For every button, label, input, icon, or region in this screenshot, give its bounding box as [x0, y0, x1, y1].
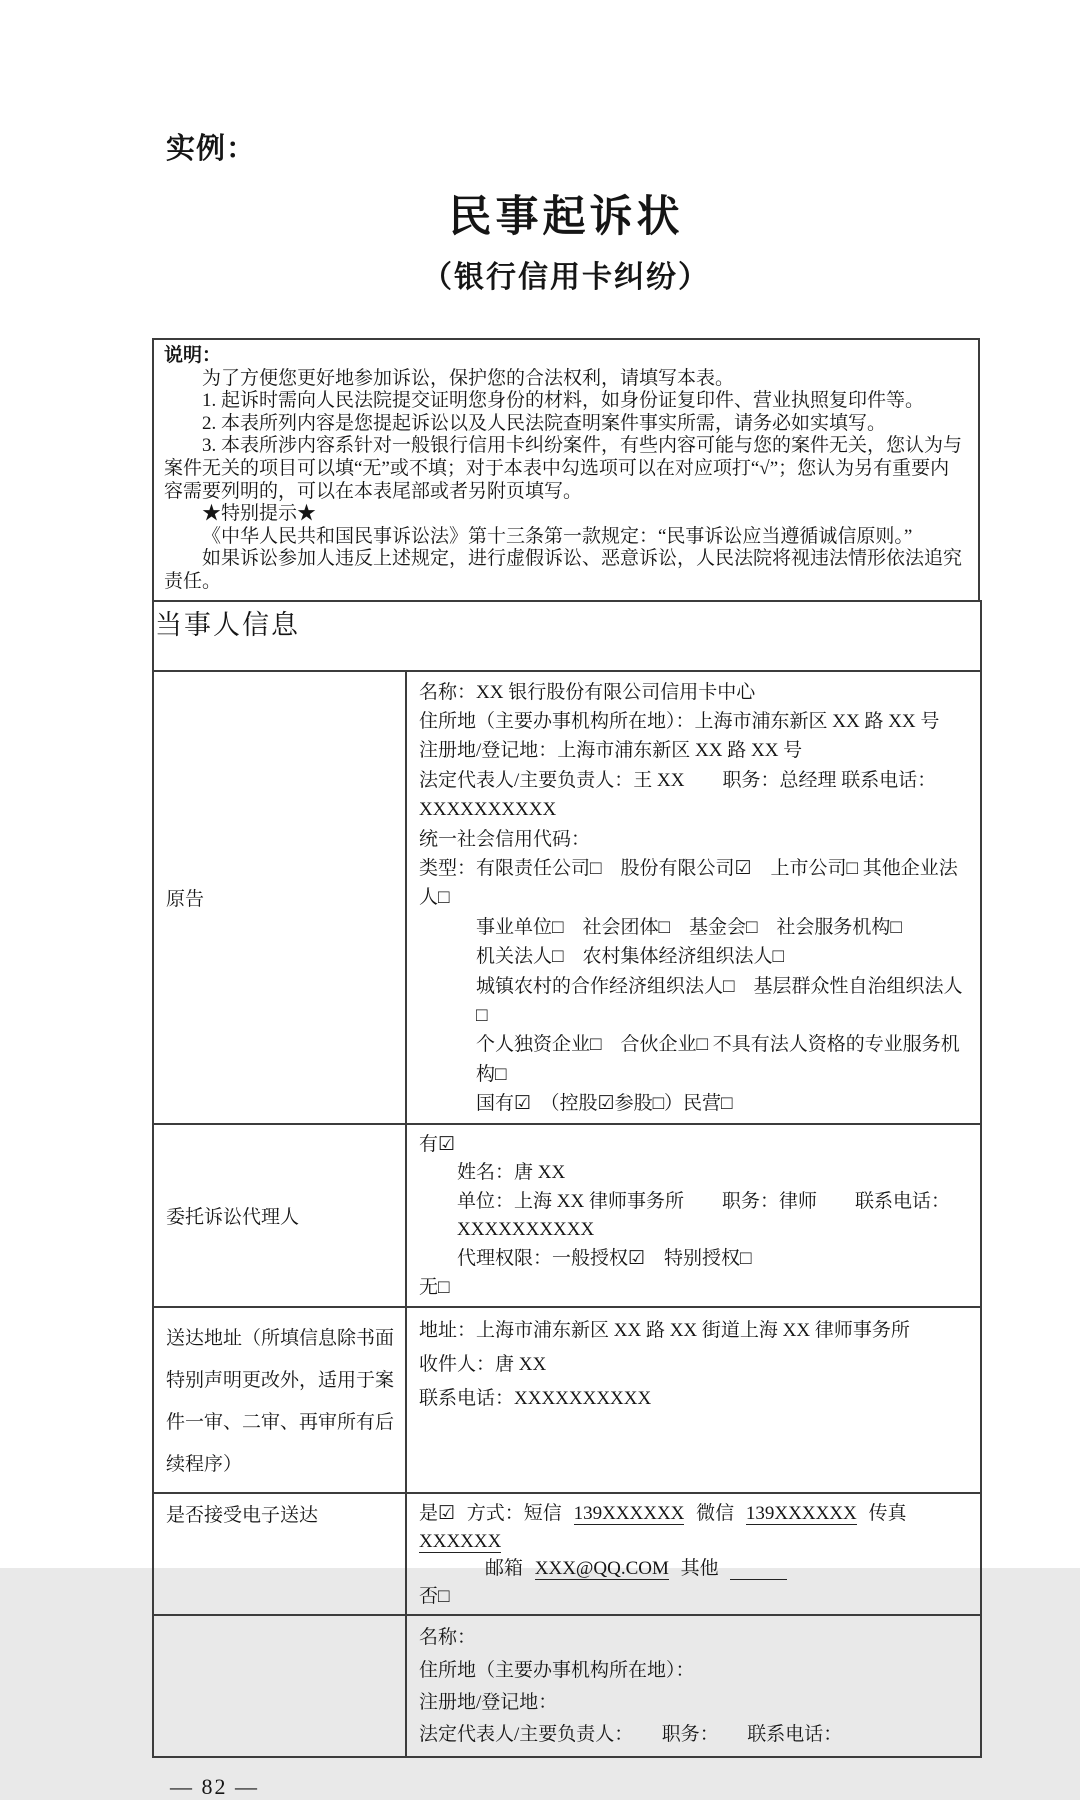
document-title: 民事起诉状: [448, 194, 684, 241]
electronic-service-details: [406, 1493, 981, 1615]
special-notice-heading: ★特别提示★: [202, 503, 317, 525]
instructions-box: [152, 338, 980, 602]
credit-code-line: 统一社会信用代码：: [419, 828, 591, 850]
legal-rep-line: 法定代表人/主要负责人： 职务： 联系电话：: [419, 1724, 843, 1746]
table-title: 当事人信息: [153, 601, 981, 671]
sms-label: 方式：短信: [466, 1503, 562, 1525]
instruction-paragraph: 3. 本表所涉内容系针对一般银行信用卡纠纷案件，有些内容可能与您的案件无关，您认为与案件无关的项目可以填“无”或不填；对于本表中勾选项可以在对应项打“√”；您认为另有重要内容需要列明的，可以在本表尾部或者另附页填写。: [164, 435, 963, 502]
page-content: [152, 0, 980, 1800]
instruction-paragraph: 2. 本表所列内容是您提起诉讼以及人民法院查明案件事实所需，请务必如实填写。: [202, 412, 887, 434]
entity-type-line: 国有☑ （控股☑参股□）民营□: [476, 1093, 733, 1115]
email-label: 邮箱: [485, 1558, 524, 1580]
party-info-table: [152, 600, 982, 1758]
electronic-service-label: 是否接受电子送达: [153, 1493, 406, 1615]
agent-employer-line: 单位：上海 XX 律师事务所 职务：律师 联系电话：XXXXXXXXXX: [457, 1190, 950, 1241]
service-address-details: [406, 1307, 981, 1493]
defendant-details: [406, 1615, 981, 1757]
name-line: 名称：: [419, 1627, 477, 1649]
email-value: XXX@QQ.COM: [534, 1558, 669, 1580]
service-address-label: 送达地址（所填信息除书面特别声明更改外，适用于案件一审、二审、再审所有后续程序）: [153, 1307, 406, 1493]
entity-type-line: 机关法人□ 农村集体经济组织法人□: [476, 946, 784, 968]
entity-type-line: 类型：有限责任公司□ 股份有限公司☑ 上市公司□ 其他企业法人□: [419, 857, 958, 909]
wechat-number: 139XXXXXX: [745, 1503, 857, 1525]
agent-yes-line: 有☑: [419, 1133, 456, 1155]
agent-authority-line: 代理权限：一般授权☑ 特别授权□: [457, 1248, 752, 1269]
instruction-paragraph: 1. 起诉时需向人民法院提交证明您身份的材料，如身份证复印件、营业执照复印件等。: [202, 390, 925, 412]
agent-name-line: 姓名：唐 XX: [457, 1162, 566, 1184]
instructions-heading: 说明：: [164, 345, 222, 366]
defendant-row: [153, 1615, 981, 1757]
legal-rep-line: 法定代表人/主要负责人：王 XX 职务：总经理 联系电话：XXXXXXXXXX: [419, 769, 937, 821]
electronic-no-line: 否□: [419, 1585, 450, 1607]
agent-row: [153, 1124, 981, 1308]
instruction-paragraph: 如果诉讼参加人违反上述规定，进行虚假诉讼、恶意诉讼，人民法院将视违法情形依法追究责任。: [164, 548, 963, 592]
residence-line: 住所地（主要办事机构所在地）：上海市浦东新区 XX 路 XX 号: [419, 710, 940, 732]
service-phone-line: 联系电话：XXXXXXXXXX: [419, 1388, 652, 1410]
electronic-email-line: [419, 1555, 972, 1583]
instruction-paragraph: 《中华人民共和国民事诉讼法》第十三条第一款规定：“民事诉讼应当遵循诚信原则。”: [202, 525, 913, 547]
yes-checkbox: 是☑: [419, 1503, 456, 1525]
entity-type-line: 城镇农村的合作经济组织法人□ 基层群众性自治组织法人□: [476, 975, 963, 1026]
registered-address-line: 注册地/登记地：上海市浦东新区 XX 路 XX 号: [419, 740, 803, 762]
plaintiff-details: [406, 671, 981, 1124]
service-address-line: 地址：上海市浦东新区 XX 路 XX 街道上海 XX 律师事务所: [419, 1320, 910, 1342]
wechat-label: 微信: [696, 1503, 735, 1525]
example-label: 实例：: [166, 133, 257, 165]
plaintiff-row: [153, 671, 981, 1124]
electronic-yes-line: [419, 1500, 972, 1555]
other-label: 其他: [680, 1558, 719, 1580]
table-title-row: [153, 601, 981, 671]
agent-label: 委托诉讼代理人: [153, 1124, 406, 1308]
service-address-row: [153, 1307, 981, 1493]
registered-address-line: 注册地/登记地：: [419, 1692, 558, 1713]
instruction-paragraph: 为了方便您更好地参加诉讼，保护您的合法权利，请填写本表。: [202, 367, 735, 389]
fax-number: XXXXXX: [419, 1530, 502, 1552]
residence-line: 住所地（主要办事机构所在地）：: [419, 1659, 695, 1681]
agent-details: [406, 1124, 981, 1308]
plaintiff-label: 原告: [153, 671, 406, 1124]
agent-none-line: 无□: [419, 1276, 450, 1298]
document-subtitle: （银行信用卡纠纷）: [422, 261, 710, 294]
electronic-service-row: [153, 1493, 981, 1615]
defendant-label: [153, 1615, 406, 1757]
name-line: 名称：XX 银行股份有限公司信用卡中心: [419, 681, 756, 703]
other-blank: [730, 1558, 787, 1580]
fax-label: 传真: [868, 1503, 907, 1525]
entity-type-line: 事业单位□ 社会团体□ 基金会□ 社会服务机构□: [476, 916, 902, 938]
entity-type-line: 个人独资企业□ 合伙企业□ 不具有法人资格的专业服务机构□: [476, 1034, 960, 1085]
service-recipient-line: 收件人：唐 XX: [419, 1354, 547, 1376]
sms-number: 139XXXXXX: [573, 1503, 685, 1525]
page-number: — 82 —: [170, 1773, 259, 1799]
